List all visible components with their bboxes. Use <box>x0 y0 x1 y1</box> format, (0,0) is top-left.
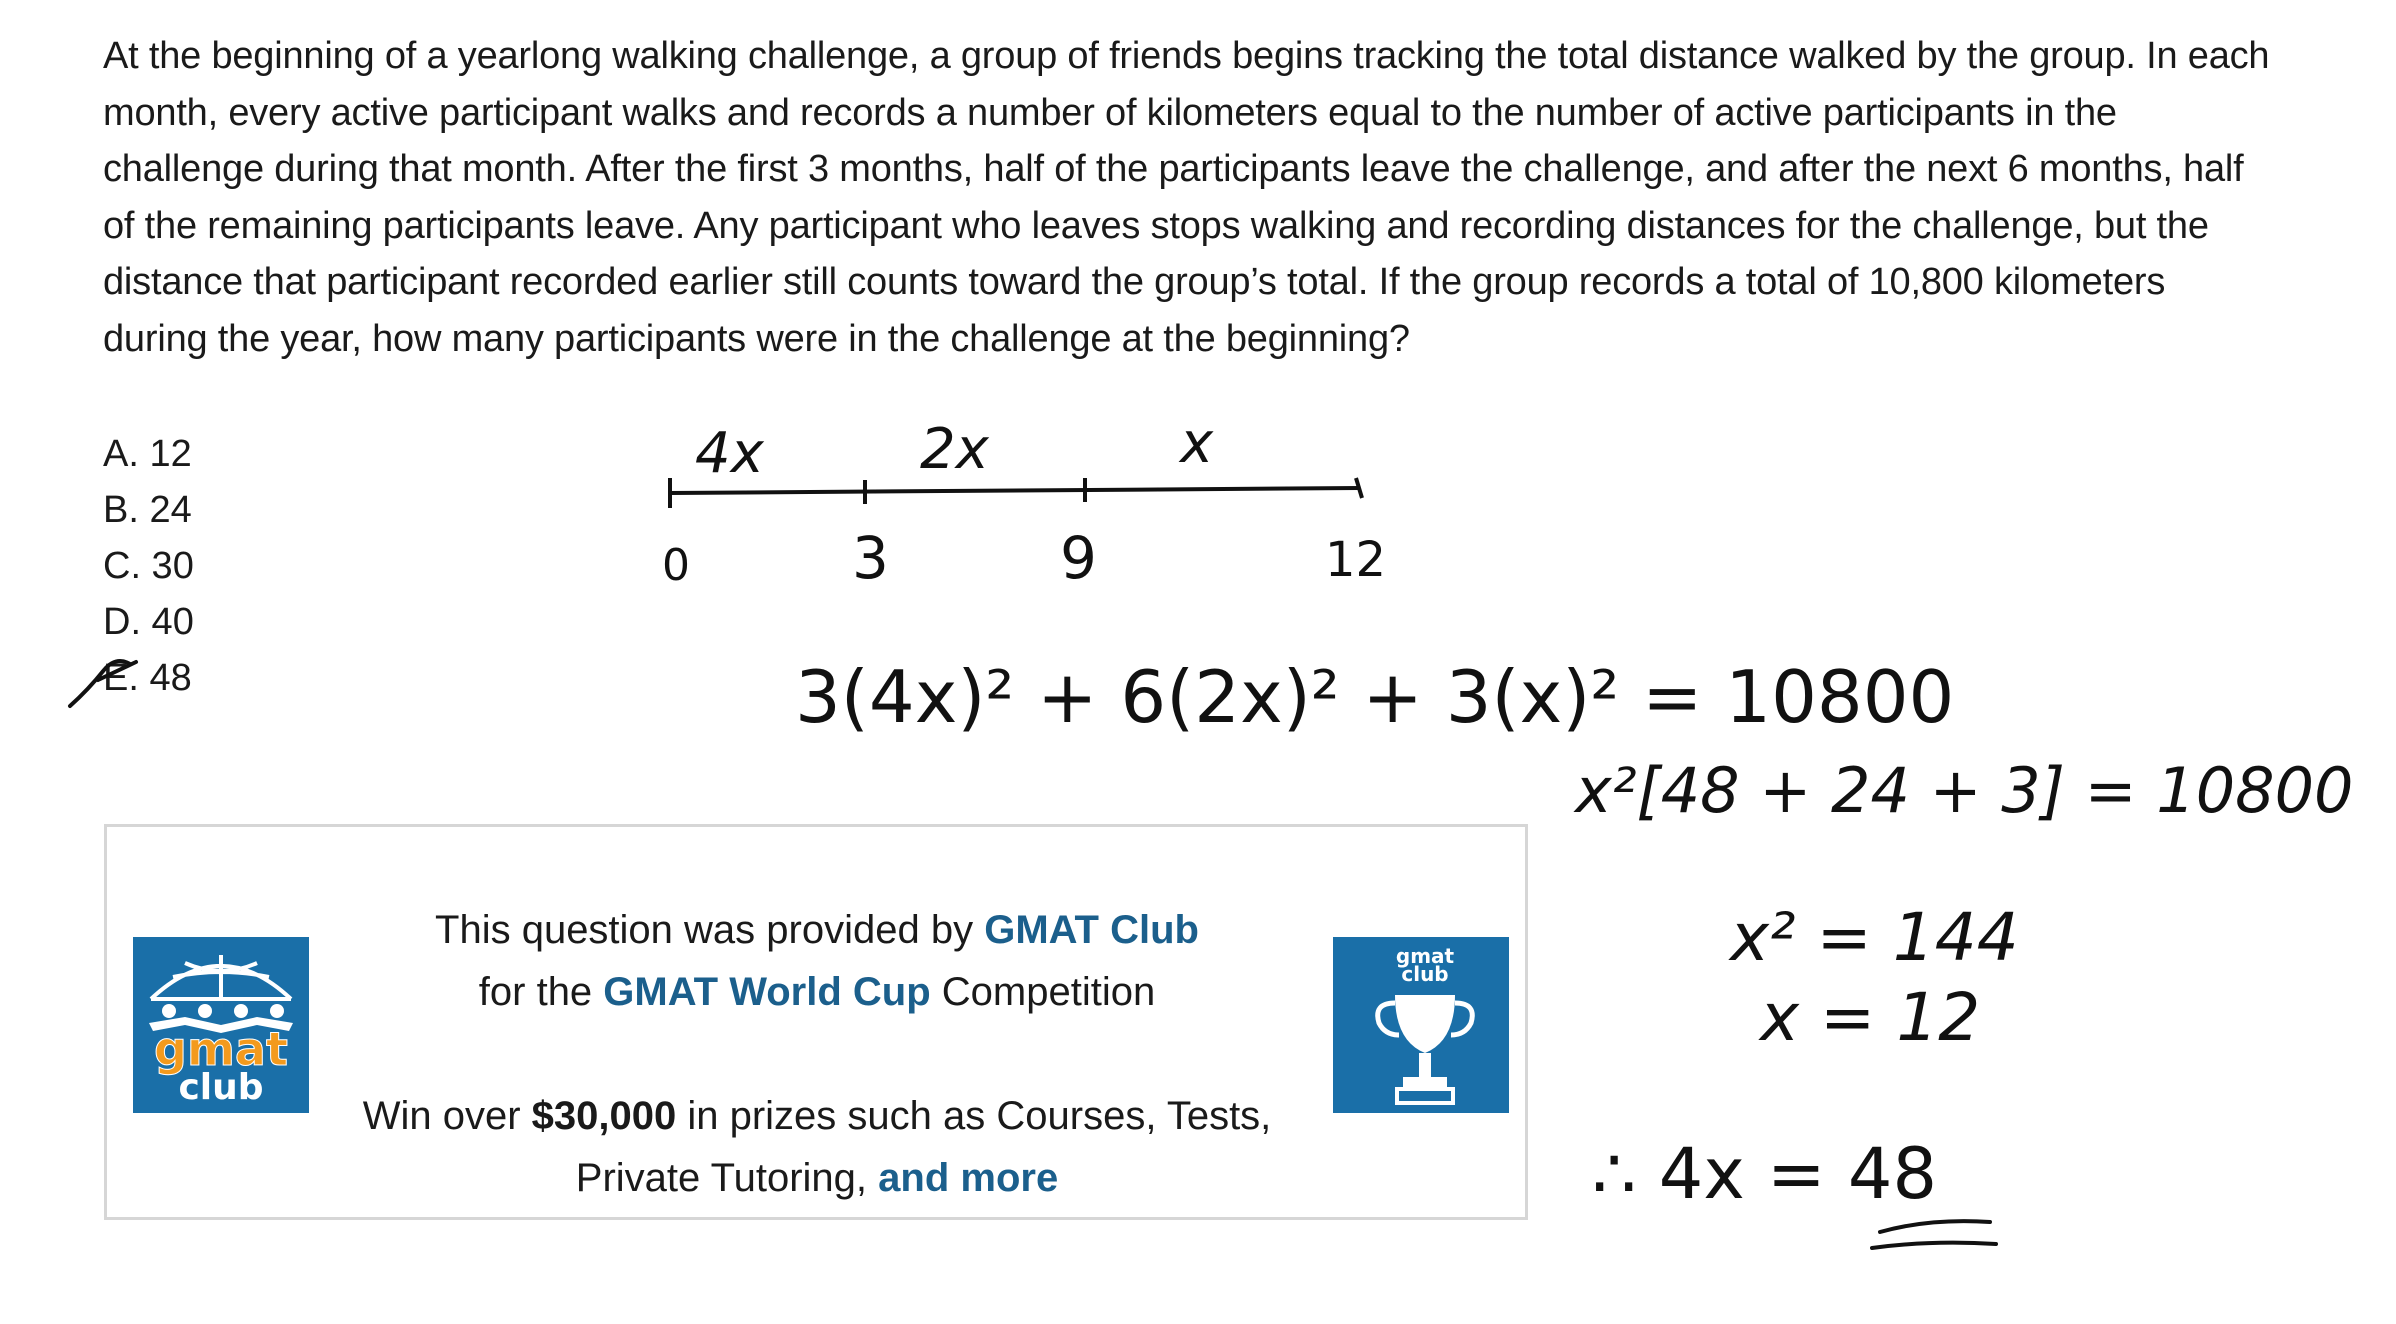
logo-word-club: club <box>178 1067 264 1108</box>
equation-line-4: x = 12 <box>1760 979 1981 1056</box>
logo-word-club: club <box>1401 962 1449 986</box>
logo-word-gmat: gmat <box>154 1022 288 1076</box>
question-line: of the remaining participants leave. Any participant who leaves stops walking and recording distances for the challenge, but the <box>103 204 2209 247</box>
promo-text-segment: This question was provided by <box>435 908 985 952</box>
promo-line-3 <box>307 1085 1327 1147</box>
choice-a[interactable]: A. 12 <box>103 433 192 475</box>
promo-text-segment: Win over <box>362 1094 532 1138</box>
globe-icon <box>151 955 291 999</box>
equation-line-3: x² = 144 <box>1730 899 2019 976</box>
prize-amount: $30,000 <box>531 1094 677 1138</box>
promo-text-segment: Competition <box>930 970 1156 1014</box>
choice-b[interactable]: B. 24 <box>103 489 192 531</box>
segment-label: x <box>1180 411 1214 476</box>
choice-c[interactable]: C. 30 <box>103 545 194 587</box>
promo-line-2 <box>307 961 1327 1023</box>
gmat-club-link[interactable]: GMAT Club <box>984 908 1199 952</box>
choice-d[interactable]: D. 40 <box>103 601 194 643</box>
question-line: distance that participant recorded earlier still counts toward the group’s total. If the group records a total of 10,800 kilometers <box>103 261 2166 304</box>
logo-word-gmat: gmat <box>1395 944 1455 968</box>
promo-line-4 <box>307 1147 1327 1209</box>
promo-text-segment: Private Tutoring, <box>575 1156 879 1200</box>
promo-box <box>104 824 1528 1220</box>
gmat-club-trophy-logo[interactable] <box>1333 937 1509 1113</box>
promo-text <box>307 899 1327 1209</box>
gmat-club-logo[interactable] <box>133 937 309 1113</box>
promo-text-segment: for the <box>478 970 604 1014</box>
and-more-link[interactable]: and more <box>878 1156 1059 1200</box>
choice-e[interactable]: E. 48 <box>103 657 192 699</box>
promo-line-1 <box>307 899 1327 961</box>
equation-line-5: ∴ 4x = 48 <box>1592 1133 1937 1215</box>
question-line: month, every active participant walks and records a number of kilometers equal to the number of active participants in the <box>103 91 2117 134</box>
segment-label: 4x <box>695 421 764 486</box>
question-line: challenge during that month. After the first 3 months, half of the participants leave the challenge, and after the next 6 months, half <box>103 148 2244 191</box>
timeline-axis <box>670 488 1360 493</box>
trophy-icon <box>1378 995 1473 1103</box>
question-line: At the beginning of a yearlong walking challenge, a group of friends begins tracking the total distance walked by the group. In each <box>103 35 2270 77</box>
promo-text-segment: in prizes such as Courses, Tests, <box>676 1094 1272 1138</box>
tick-label: 0 <box>662 540 690 591</box>
tick-label: 3 <box>852 524 889 592</box>
world-cup-link[interactable]: GMAT World Cup <box>603 970 931 1014</box>
equation-line-1: 3(4x)² + 6(2x)² + 3(x)² = 10800 <box>795 655 1955 739</box>
checkmark-icon <box>70 661 136 706</box>
segment-label: 2x <box>920 417 989 482</box>
equation-line-2: x²[48 + 24 + 3] = 10800 <box>1575 754 2354 827</box>
question-line: during the year, how many participants were in the challenge at the beginning? <box>103 317 1410 360</box>
tick-label: 9 <box>1060 524 1097 592</box>
tick-label: 12 <box>1325 532 1387 588</box>
underline-mark <box>1872 1221 1996 1248</box>
